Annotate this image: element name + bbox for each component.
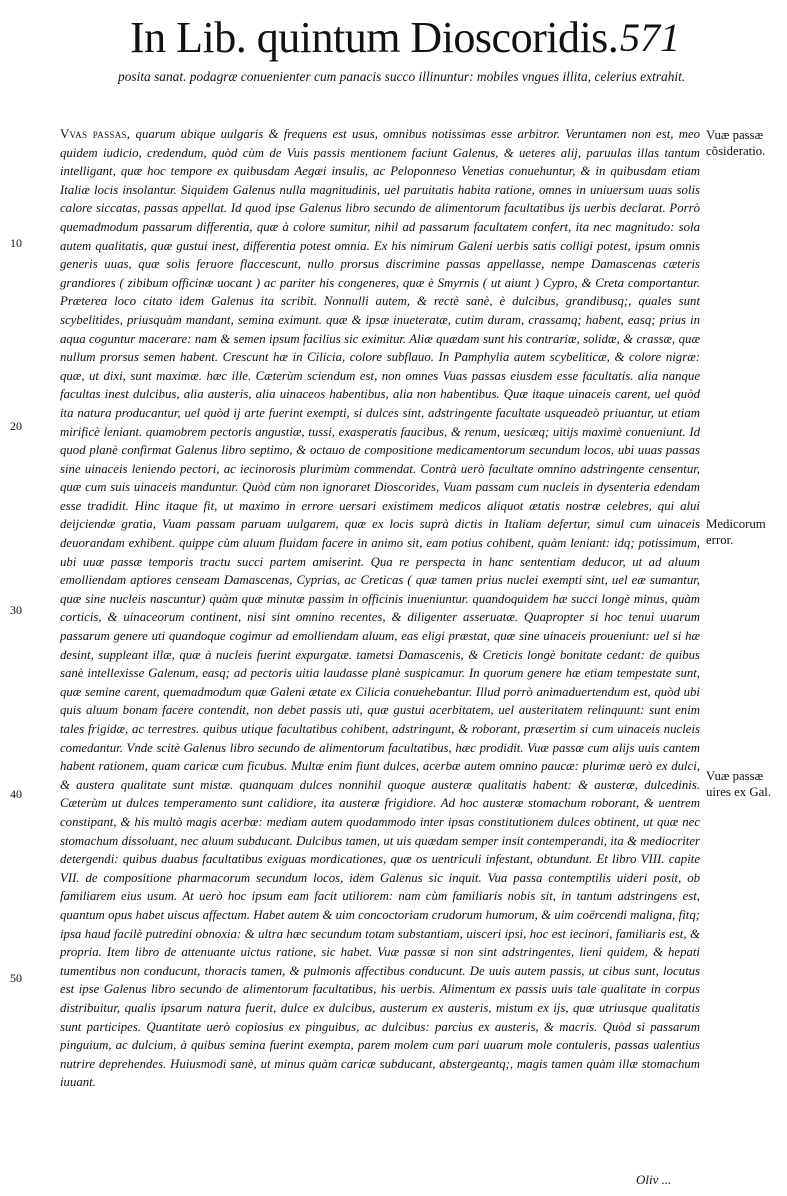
page-header: [130, 12, 730, 72]
line-number-30: 30: [10, 603, 22, 617]
intro-paragraph: posita sanat. podagræ conuenienter cum panacis succo illinuntur: mobiles vngues illita, celerius extrahit.: [118, 69, 686, 84]
running-title: In Lib. quintum Dioscoridis.: [130, 13, 619, 62]
line-number-40: 40: [10, 787, 22, 801]
margin-note-1: Vuæ passæ cõsideratio.: [706, 128, 766, 158]
margin-note-2: Medicorum error.: [706, 517, 766, 547]
commentary-paragraph: [60, 125, 700, 1092]
lead-words: Vvas passas,: [60, 127, 131, 141]
line-number-50: 50: [10, 971, 22, 985]
line-number-20: 20: [10, 419, 22, 433]
margin-note-3: Vuæ passæ uires ex Gal.: [706, 769, 772, 799]
page-number: 571: [620, 15, 680, 60]
commentary-text: quarum ubique uulgaris & frequens est usus, omnibus notissimas esse arbitror. Veruntamen non est, meo quidem iudicio, credendum, quòd cùm de Vuis passis mentionem faciunt Galenus, & ueteres alij, paruulas illas tantum intelligant, quæ hoc tempore ex quibusdam Aegæi insulis, ac Peloponneso Venetias conuehuntur, & in quibusdam etiam Italiæ locis insolantur. Siquidem Galenus nulla magnitudinis, uel paruitatis habita ratione, omnes in uniuersum uuas solis calore siccatas, passas appellat. Id quod ipse Galenus libro secundo de alimentorum facultatibus ijs uerbis declarat. Porrò quemadmodum passarum differentia, quæ à colore sumitur, nihil ad passarum facultatem confert, ita nec magnitudo: sola autem qualitatis, quæ gustui inest, differentia potest omnia. Ex his nimirum Galeni uerbis satis colligi potest, ipsum omnis generis uuas, quæ solis feruore flaccescunt, nullo prorsus discrimine passas appellasse, nempe Damascenas cæteris grandiores ( zibibum officinæ uocant ) ac pariter his congeneres, quæ è Smyrnis ( ut aiunt ) Cypro, & Creta comportantur. Præterea loco citato idem Galenus ita scribit. Nonnulli autem, & rectè sanè, è dulcibus, grandibusq;, quales sunt scybelitides, priusquàm mandant, semina eximunt. quæ & ipsæ inueteratæ, cutim duram, crassamq; habent, easq; prius in aqua coguntur macerare: nam & semen ipsum facilius sic eximitur. Aliæ quædam sunt his contrariæ, solidæ, & crassæ, quæ nullum prorsus semen habent. Crescunt hæ in Cilicia, colore subflauo. In Pamphylia autem scybeliticæ, & colore nigræ: quæ, ut dixi, sunt maximæ. hæc ille. Cæterùm sciendum est, non omnes Vuas passas eiusdem esse facultatis. alia nanque facultas inest dulcibus, alia austeris, alia uinaceos habentibus, alia non habentibus. Quæ itaque uinaceis carent, uel quòd ita natura producantur, uel quòd ij arte fuerint exempti, si dulces sint, adstringente facultate usqueadeò priuantur, ut etiam mirificè leniant. quamobrem pectoris angustiæ, tussi, exasperatis faucibus, & renum, uesicæq; uitijs maximè conueniunt. Id quod planè confirmat Galenus libro septimo, & octauo de compositione medicamentorum secundum locos, ubi uuas passas sine uinaceis leniendo pectori, ac iecinorosis plurimùm commendat. Contrà uerò facultate omnino adstringente censentur, quæ cum suis uinaceis manduntur. Quòd cùm non ignoraret Dioscorides, Vuam passam cum nucleis in dysenteria edendam esse tradidit. Hinc itaque fit, ut maximo in errore uersari existimem medicos aliquot ætatis nostræ celebres, qui alui deijciendæ gratia, Vuam passam paruam uulgarem, quæ ex locis suprà dictis in Italiam defertur, simul cum uinaceis deuorandam exhibent. quippe cùm aluum fluidam facere in animo sit, eam potius cohibent, quàm leniant: idq; potissimum, ubi uuæ passæ temporis tractu succi partem amiserint. Qua re perspecta in hanc sententiam deducor, ut ad aluum emolliendam aptiores censeam Damascenas, Cyprias, ac Creticas ( quæ tamen prius nuclei exempti sint, uel eæ sumantur, quæ sine nucleis nascuntur) quàm quæ minutæ passim in officinis inueniuntur. quandoquidem hæ succi longè minus, quàm corticis, & uinaceorum continent, nisi sint omnino recentes, & diligenter asseruatæ. Quapropter si hoc tenui uuarum passarum genere uti quandoque cogimur ad emolliendam aluum, eas eligi præstat, quæ sine uinaceis proueniunt: uel si hæ desint, suppleant illæ, quæ à nucleis fuerint expurgatæ. tametsi Damascenis, & Creticis longè bonitate cedant: de quibus sanè intellexisse Galenum, easq; ad pectoris uitia laudasse planè suspicamur. In quorum genere hæ etiam tempestate sunt, quæ semine carent, quemadmodum quæ Galeni ætate ex Cilicia conuehebantur. Illud porrò animaduertendum est, quòd ubi quis aluum bonam facere contendit, non debet passis uti, quæ gustui acerbitatem, uel austeritatem relinquunt: sunt enim tales frigidæ, ac terrestres. quibus utique facultatibus cohibent, adstringunt, & roborant, præsertim si cum uinaceis nucleis comedantur. Vnde scitè Galenus libro secundo de alimentorum facultatibus, hæc prodidit. Vuæ passæ cum alijs uuis cantem habent rationem, quam caricæ cum ficubus. Multæ enim fiunt dulces, acerbæ autem omnino paucæ: plurimæ uerò ex dulci, & austera qualitate sunt mistæ. quanquam dulces nonnihil quoque austeræ qualitatis habent: & austeræ, dulcedinis. Cæterùm ut dulces temperamento sunt calidiore, ita austeræ frigidiore. Ad hoc austeræ stomachum roborant, & uentrem constipant, & his multò magis acerbæ: mediam autem quodammodo inter ipsas constitutionem dulces obtinent, ut quæ nec stomachum dissoluant, nec aluum subducant. Dulcibus tamen, ut uis quædam semper insit contemperandi, ita & mediocriter detergendi: quibus duabus facultatibus exiguas mordicationes, quæ os uentriculi infestant, obtundunt. Et libro VIII. capite VII. de compositione pharmacorum secundum locos, idem Galenus sic inquit. Vua passa contemptilis uideri posit, ob familiarem eius usum. At uerò hoc ipsum eam facit utiliorem: nam cùm familiaris nobis sit, in tantum adstringens est, quantum opus habet uiscus affectum. Habet autem & uim concoctoriam crudorum humorum, & uim coërcendi maligna, fitq; ipsa haud facilè putredini obnoxia: & ultra hæc secundum totam substantiam, uisceri ipsi, hoc est iecinori, familiaris est, & propria. Item libro de attenuante uictus ratione, sic habet. Vuæ passæ si non sint adstringentes, lieni quidem, & hepati tumentibus non conducunt, thoracis tamen, & pulmonis affectibus conducunt. De uuis autem passis, ut cibus sunt, locutus est ipse Galenus libro secundo de alimentorum facultatibus, his uerbis. Alimentum ex passis uuis tale qualitate in corpus distribuitur, qualis ipsarum natura fuerit, dulce ex dulcibus, austerum ex austeris, mistum ex ijs, quæ utriusque qualitatis sunt participes. Quantitate uerò copiosius ex pinguibus, ac dulcibus: parcius ex austeris, & macris. Quòd si passarum pinguium, ac dulcium, à quibus semina fuerint exempta, parem molem cum pari uuarum mole contuleris, passas ualentius nutrire deprehendes. Huiusmodi sanè, ut minus quàm caricæ subducant, abstergeantq;, magis tamen quàm illæ stomachum iuuant.: [60, 127, 701, 1090]
catchword: Oliv ...: [636, 1172, 672, 1187]
line-number-10: 10: [10, 236, 22, 250]
